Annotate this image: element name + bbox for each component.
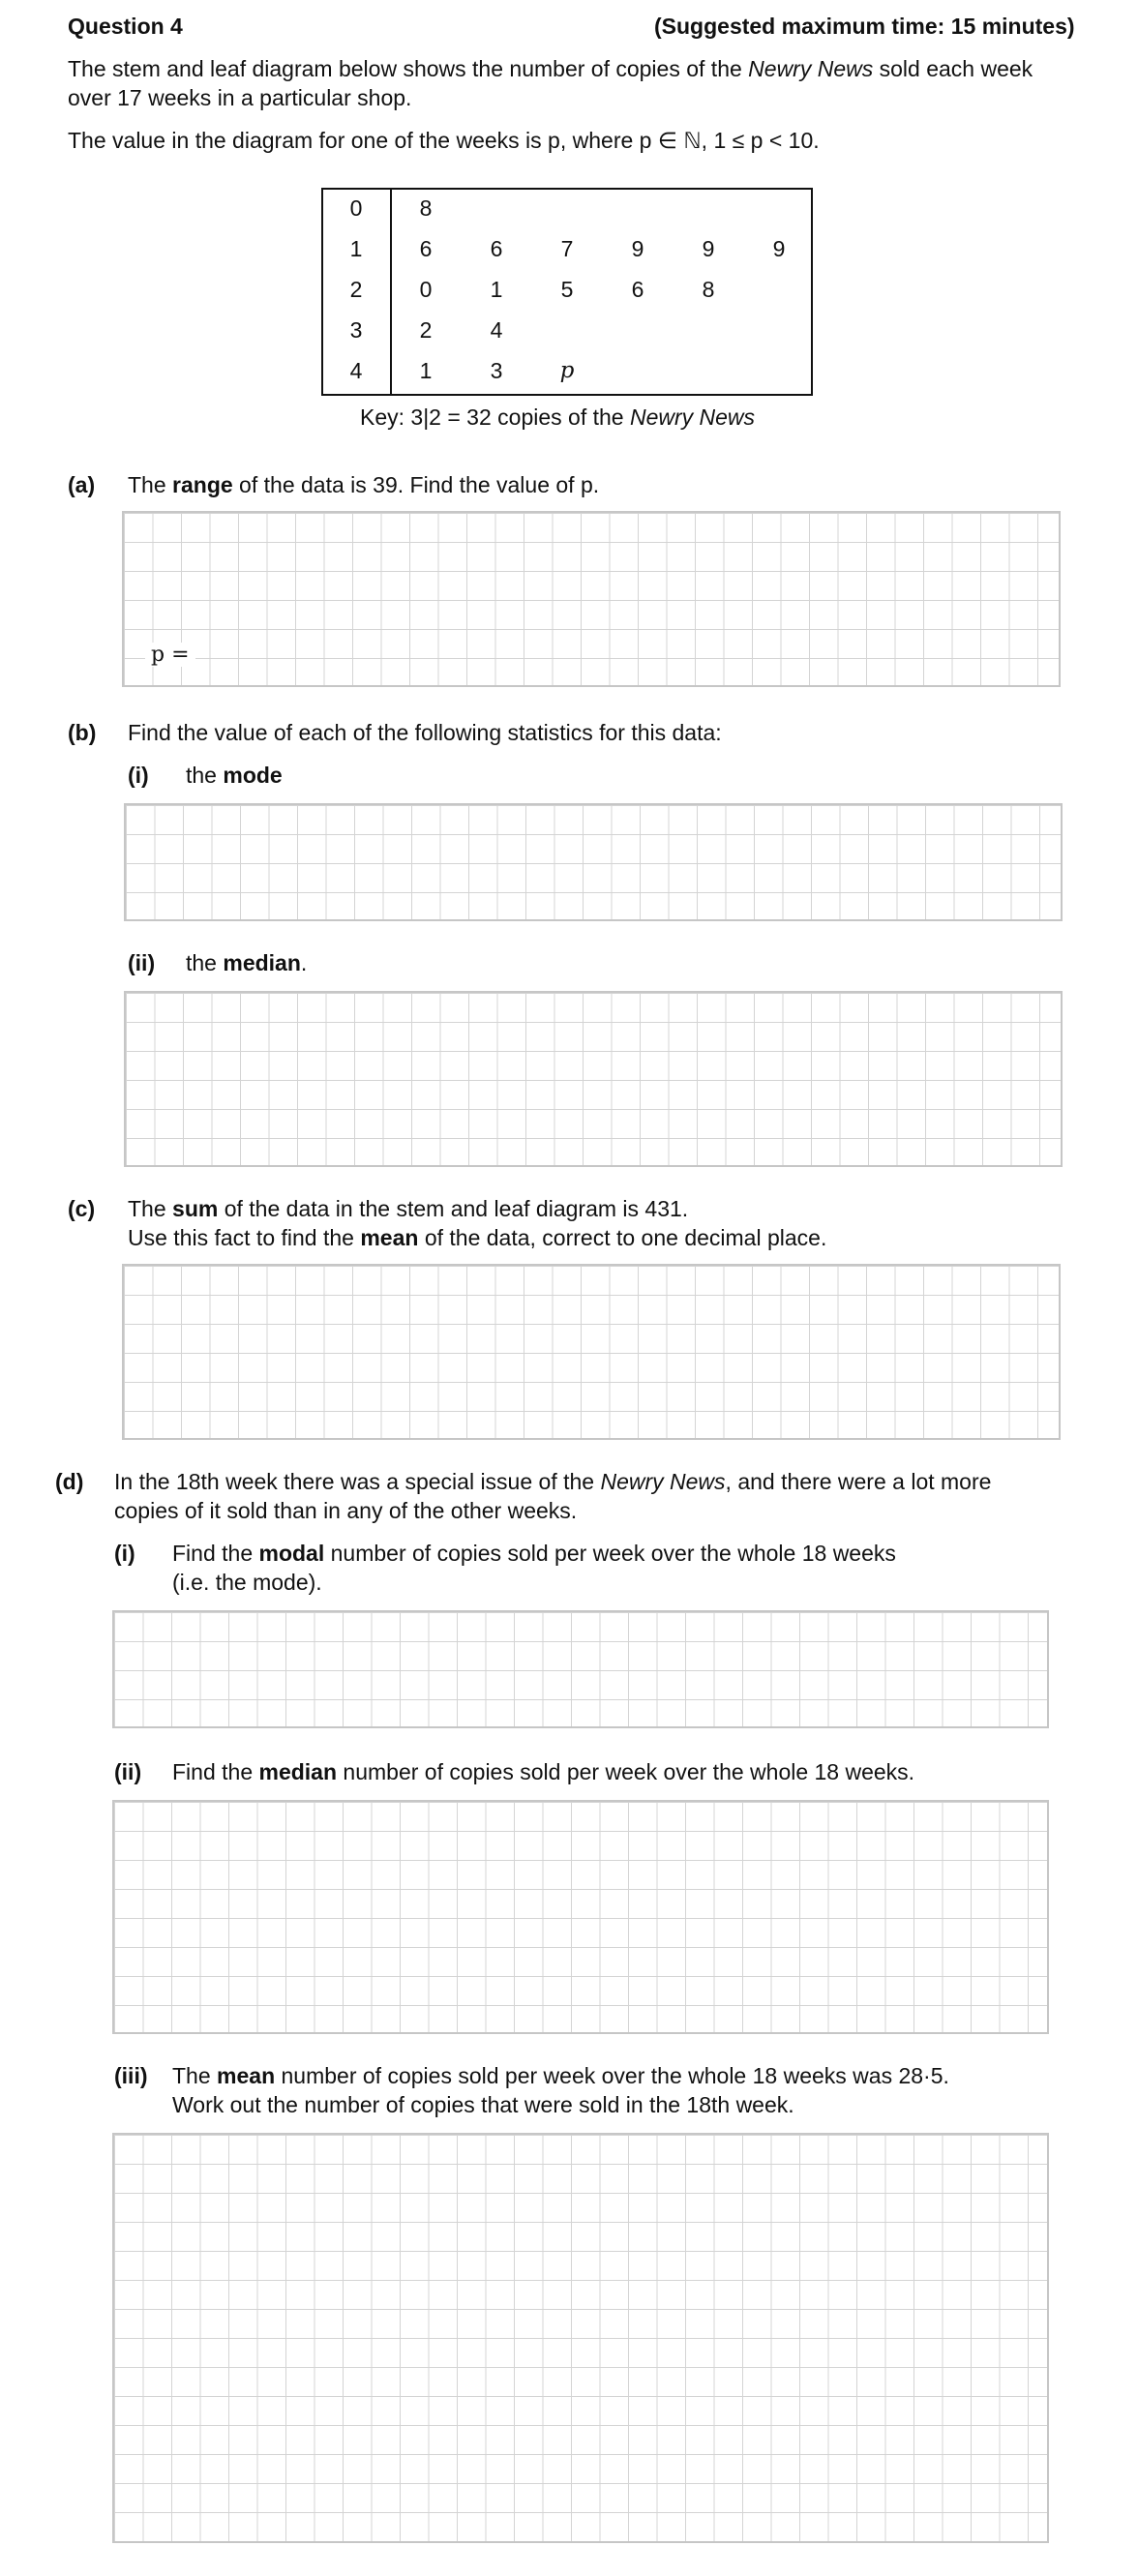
intro-line-3: The value in the diagram for one of the weeks is p, where p ∈ ℕ, 1 ≤ p < 10. [68,128,820,153]
leaf-value: 3 [490,358,503,383]
part-d-ii-text: Find the median number of copies sold per week over the whole 18 weeks. [172,1759,915,1784]
part-c-line-1: The sum of the data in the stem and leaf diagram is 431. [128,1196,689,1221]
part-d-iii-label: (iii) [114,2063,148,2088]
part-b-text: Find the value of each of the following statistics for this data: [128,720,722,745]
leaf-value: 6 [419,236,433,261]
leaf-value: 7 [560,236,574,261]
leaf-value: 1 [419,358,433,383]
part-d-iii-answer-grid[interactable] [112,2133,1049,2543]
stem-divider [390,188,392,396]
part-c-line-2: Use this fact to find the mean of the data, correct to one decimal place. [128,1225,827,1250]
part-b-ii-label: (ii) [128,950,156,975]
leaf-value: 2 [419,317,433,343]
leaf-value: p [559,358,575,383]
part-b-label: (b) [68,720,97,745]
question-title: Question 4 [68,14,183,39]
leaf-value: 6 [631,277,644,302]
part-c-answer-grid[interactable] [122,1264,1061,1440]
intro-line-2: over 17 weeks in a particular shop. [68,85,412,110]
part-b-i-answer-grid[interactable] [124,803,1063,921]
leaf-value: 4 [490,317,503,343]
part-b-i-label: (i) [128,763,149,788]
part-d-i-answer-grid[interactable] [112,1610,1049,1728]
stem-value: 1 [349,236,363,261]
stem-value: 3 [349,317,363,343]
part-d-label: (d) [55,1469,84,1494]
leaf-value: 8 [419,195,433,221]
leaf-value: 9 [631,236,644,261]
leaf-value: 6 [490,236,503,261]
part-d-i-label: (i) [114,1541,135,1566]
leaf-value: 5 [560,277,574,302]
part-d-i-line-2: (i.e. the mode). [172,1570,322,1595]
part-a-answer-label: p = [145,643,195,667]
part-a-answer-grid[interactable] [122,511,1061,687]
part-d-line-2: copies of it sold than in any of the other weeks. [114,1498,578,1523]
part-b-i-text: the mode [186,763,283,788]
leaf-value: 9 [772,236,786,261]
part-d-line-1: In the 18th week there was a special issue of the Newry News, and there were a lot more [114,1469,992,1494]
leaf-value: 8 [702,277,715,302]
leaf-value: 0 [419,277,433,302]
part-d-ii-label: (ii) [114,1759,142,1784]
part-d-i-line-1: Find the modal number of copies sold per week over the whole 18 weeks [172,1541,896,1566]
stem-value: 4 [349,358,363,383]
intro-line-1: The stem and leaf diagram below shows the number of copies of the Newry News sold each week [68,56,1033,81]
leaf-value: 9 [702,236,715,261]
suggested-time: (Suggested maximum time: 15 minutes) [654,14,1075,39]
part-b-ii-text: the median. [186,950,308,975]
part-d-ii-answer-grid[interactable] [112,1800,1049,2034]
leaf-value: 1 [490,277,503,302]
stem-leaf-key: Key: 3|2 = 32 copies of the Newry News [360,404,756,430]
part-d-iii-line-1: The mean number of copies sold per week over the whole 18 weeks was 28·5. [172,2063,949,2088]
part-a-label: (a) [68,472,96,497]
stem-value: 0 [349,195,363,221]
part-c-label: (c) [68,1196,96,1221]
part-d-iii-line-2: Work out the number of copies that were sold in the 18th week. [172,2092,794,2117]
stem-value: 2 [349,277,363,302]
part-a-text: The range of the data is 39. Find the value of p. [128,472,600,497]
part-b-ii-answer-grid[interactable] [124,991,1063,1167]
